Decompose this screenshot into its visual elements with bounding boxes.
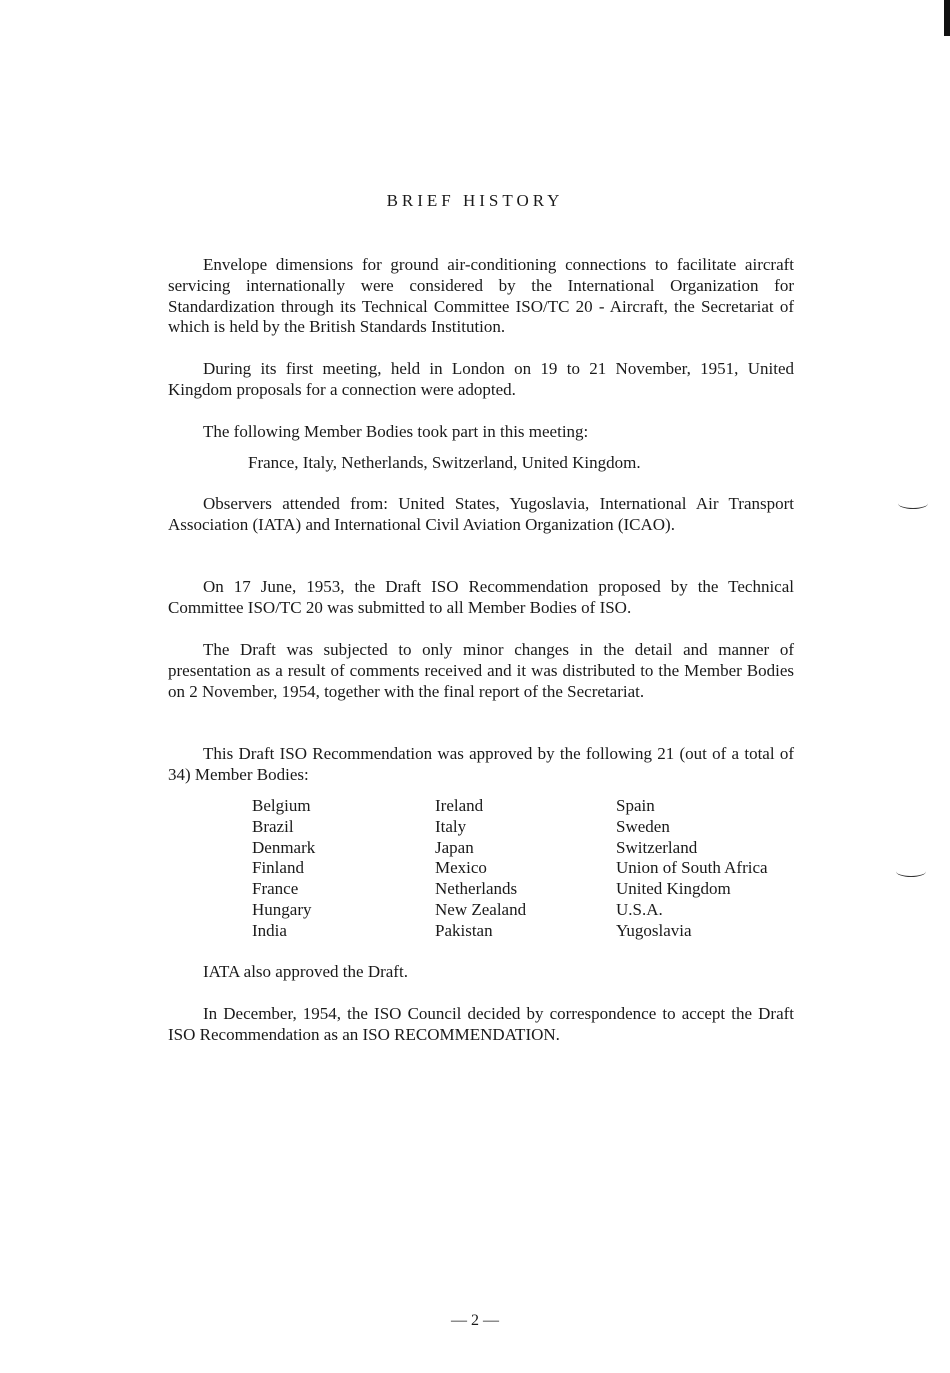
approving-bodies-column-2 [435, 796, 526, 942]
country-name: Union of South Africa [616, 858, 768, 878]
paragraph-intro: Envelope dimensions for ground air-conditioning connections to facilitate aircraft servicing internationally were considered by the International Organization for Standardization through its Technical Committee ISO/TC 20 - Aircraft, the Secretariat of which is held by the British Standards Institution. [168, 255, 794, 337]
country-name: Finland [252, 858, 304, 878]
paragraph-draft-changes: The Draft was subjected to only minor changes in the detail and manner of presentation as a result of comments received and it was distributed to the Member Bodies on 2 November, 1954, together with the final report of the Secretariat. [168, 640, 794, 701]
country-name: Sweden [616, 816, 670, 836]
paragraph-draft-submitted: On 17 June, 1953, the Draft ISO Recommendation proposed by the Technical Committee ISO/TC 20 was submitted to all Member Bodies of ISO. [168, 577, 794, 617]
country-name: Mexico [435, 858, 487, 878]
country-name: Italy [435, 816, 467, 836]
margin-mark [898, 498, 928, 509]
paragraph-approval: This Draft ISO Recommendation was approved by the following 21 (out of a total of 34) Member Bodies: [168, 744, 794, 784]
paragraph-first-meeting: During its first meeting, held in London on 19 to 21 November, 1951, United Kingdom proposals for a connection were adopted. [168, 359, 794, 399]
paragraph-participants: The following Member Bodies took part in this meeting: [203, 422, 589, 441]
paragraph-iata-approval: IATA also approved the Draft. [203, 962, 408, 981]
country-name: India [252, 920, 287, 940]
approving-bodies-column-1 [252, 796, 315, 942]
margin-mark [896, 866, 926, 877]
page-number: — 2 — [451, 1312, 499, 1329]
country-name: U.S.A. [616, 899, 663, 919]
meeting-members-list: France, Italy, Netherlands, Switzerland, United Kingdom. [248, 453, 641, 472]
approving-bodies-column-3 [616, 796, 768, 942]
country-name: Japan [435, 837, 474, 857]
country-name: Yugoslavia [616, 920, 692, 940]
scan-edge-mark [944, 0, 950, 36]
paragraph-council-decision: In December, 1954, the ISO Council decided by correspondence to accept the Draft ISO Recommendation as an ISO RECOMMENDATION. [168, 1004, 794, 1044]
paragraph-observers: Observers attended from: United States, Yugoslavia, International Air Transport Association (IATA) and International Civil Aviation Organization (ICAO). [168, 494, 794, 534]
country-name: Hungary [252, 899, 312, 919]
country-name: United Kingdom [616, 879, 731, 899]
country-name: Ireland [435, 796, 484, 815]
country-name: France [252, 879, 299, 899]
country-name: Netherlands [435, 879, 518, 899]
country-name: Switzerland [616, 837, 698, 857]
page-title: BRIEF HISTORY [386, 191, 564, 210]
country-name: Denmark [252, 837, 316, 857]
country-name: Spain [616, 796, 655, 815]
country-name: Belgium [252, 796, 311, 815]
country-name: New Zealand [435, 899, 527, 919]
country-name: Pakistan [435, 920, 493, 940]
country-name: Brazil [252, 816, 294, 836]
